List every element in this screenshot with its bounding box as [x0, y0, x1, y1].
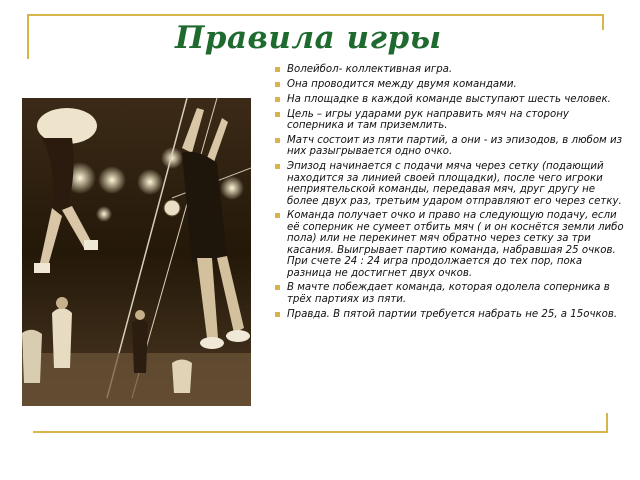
- top-left-decorative-rule: [27, 14, 29, 59]
- rule-item: Она проводится между двумя командами.: [274, 79, 624, 90]
- slide-title: Правила игры: [175, 20, 442, 56]
- rule-item: Правда. В пятой партии требуется набрать не 25, а 15очков.: [274, 309, 624, 320]
- rule-item: На площадке в каждой команде выступают шесть человек.: [274, 94, 624, 105]
- top-right-decorative-rule: [602, 14, 604, 30]
- rule-item: Эпизод начинается с подачи мяча через сетку (подающий находится за линией своей площадки), после чего игроки неприятельской команды, передавая мяч, друг другу не более двух раз, третьим ударом отправляют его через сетку.: [274, 161, 624, 207]
- rule-item: Цель – игры ударами рук направить мяч на сторону соперника и там приземлить.: [274, 109, 624, 132]
- rules-list: [274, 64, 624, 324]
- rule-item: В мачте побеждает команда, которая одолела соперника в трёх партиях из пяти.: [274, 282, 624, 305]
- rule-item: Волейбол- коллективная игра.: [274, 64, 624, 75]
- bottom-decorative-rule: [33, 431, 608, 433]
- volleyball-photo: [22, 98, 251, 406]
- top-decorative-rule: [27, 14, 604, 16]
- rule-item: Команда получает очко и право на следующую подачу, если её соперник не сумеет отбить мяч ( и он коснётся земли либо пола) или не перекинет мяч обратно через сетку за три касания. Выигрывает партию команда, набравшая 25 очков. При счете 24 : 24 игра продолжается до тех пор, пока разница не достигнет двух очков.: [274, 210, 624, 278]
- rule-item: Матч состоит из пяти партий, а они - из эпизодов, в любом из них разыгрывается одно очко.: [274, 135, 624, 158]
- bottom-right-decorative-rule: [606, 413, 608, 433]
